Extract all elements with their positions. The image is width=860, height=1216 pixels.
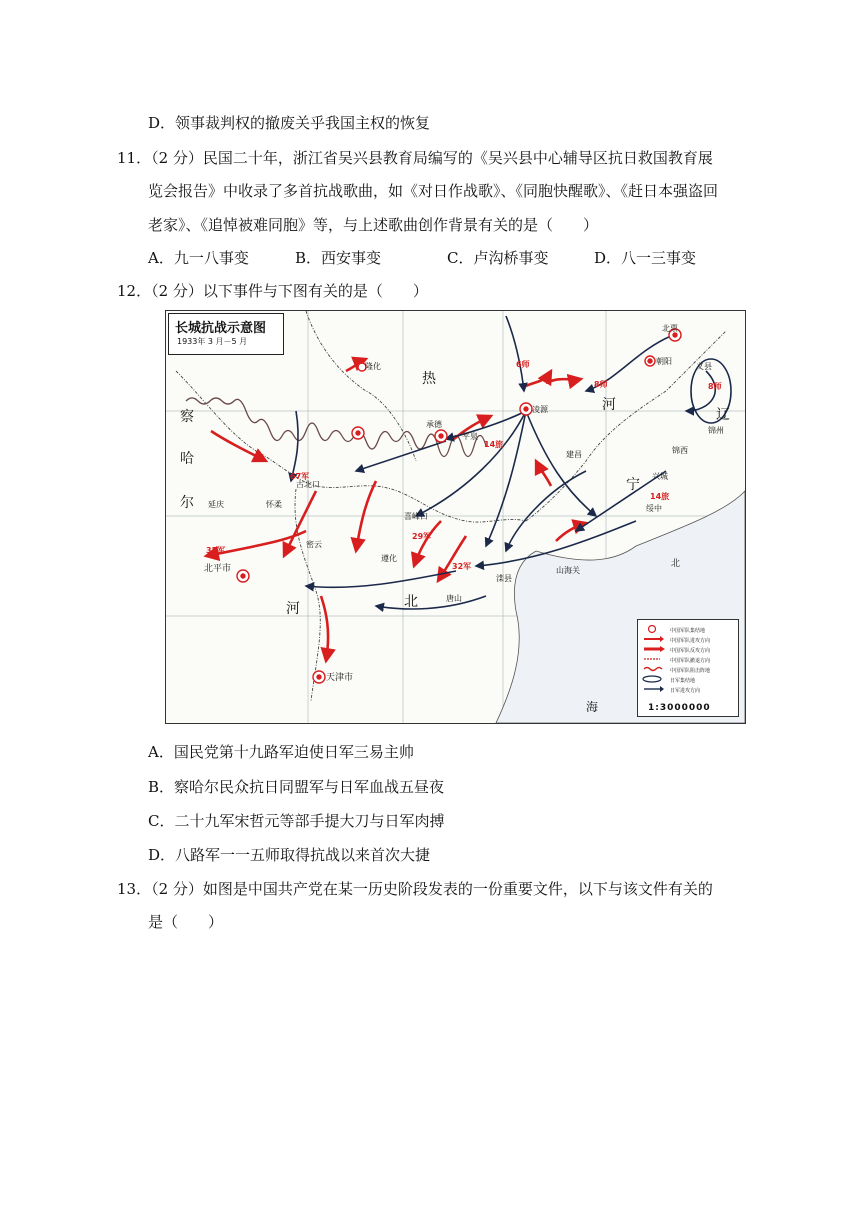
unit-label-1: 6师 <box>516 360 530 369</box>
map-label-beipiao: 北票 <box>662 324 678 333</box>
map-label-jinxi: 锦西 <box>672 446 688 455</box>
q11-option-d: D．八一三事变 <box>594 249 697 267</box>
map-label-er: 尔 <box>180 495 194 511</box>
legend-item-2: 中国军队进攻方向 <box>670 638 711 644</box>
map-label-longhua: 隆化 <box>365 362 381 371</box>
unit-label-8: 32军 <box>452 562 472 571</box>
unit-label-2: 8师 <box>594 380 608 389</box>
map-label-yixian: 义县 <box>696 362 712 371</box>
q13-stem-line2: 是（ ） <box>148 913 224 931</box>
map-label-rehe1: 热 <box>422 371 436 387</box>
map-label-miyun: 密云 <box>306 540 322 549</box>
unit-label-9: 29军 <box>412 532 432 541</box>
map-legend <box>637 619 739 717</box>
map-label-pingquan: 平泉 <box>462 432 478 441</box>
map-label-jianchang: 建昌 <box>566 450 582 459</box>
legend-item-6: 日军集结地 <box>670 678 696 684</box>
unit-label-3: 14旅 <box>484 440 504 449</box>
map-label-cha: 察 <box>180 409 194 425</box>
q11-option-c: C．卢沟桥事变 <box>447 249 549 267</box>
q13-stem-line1: 13．（2 分）如图是中国共产党在某一历史阶段发表的一份重要文件，以下与该文件有关的 <box>117 880 713 898</box>
map-label-huairou: 怀柔 <box>266 500 282 509</box>
map-label-xingcheng: 兴城 <box>652 472 668 481</box>
legend-item-7: 日军进攻方向 <box>670 688 701 694</box>
map-label-tangshan: 唐山 <box>446 594 462 603</box>
q12-option-c: C．二十九军宋哲元等部手提大刀与日军肉搏 <box>148 812 445 830</box>
map-label-ning: 宁 <box>626 477 640 493</box>
legend-item-4: 中国军队撤退方向 <box>670 658 711 664</box>
map-label-tianjin: 天津市 <box>326 673 354 683</box>
map-label-suizhong: 绥中 <box>646 504 662 513</box>
q11-stem-line3: 老家》、《追悼被难同胞》等，与上述歌曲创作背景有关的是（ ） <box>148 216 599 234</box>
q11-option-b: B．西安事变 <box>295 249 382 267</box>
map-label-rehe2: 河 <box>602 397 616 413</box>
map-label-liao: 辽 <box>716 407 730 423</box>
map-label-luanxian: 滦县 <box>496 574 512 583</box>
map-label-lingyuan: 凌源 <box>532 405 548 414</box>
q12-option-a: A．国民党第十九路军迫使日军三易主帅 <box>148 743 414 761</box>
great-wall-campaign-map <box>165 310 746 724</box>
q11-stem-line1: 11．（2 分）民国二十年，浙江省吴兴县教育局编写的《吴兴县中心辅导区抗日救国教育展 <box>117 149 713 167</box>
legend-item-1: 中国军队集结地 <box>670 628 706 634</box>
map-label-jinzhou: 锦州 <box>708 426 724 435</box>
map-label-beiping: 北平市 <box>204 564 232 574</box>
unit-label-7: 35军 <box>206 546 226 555</box>
unit-label-4: 8师 <box>708 382 722 391</box>
map-label-gubeikou: 古北口 <box>296 480 320 489</box>
q12-stem: 12．（2 分）以下事件与下图有关的是（ ） <box>117 282 428 300</box>
q12-option-d: D．八路军一一五师取得抗战以来首次大捷 <box>148 846 431 864</box>
map-label-bohai: 海 <box>586 700 599 714</box>
unit-label-6: 67军 <box>290 472 310 481</box>
map-date: 1933年 3 月－5 月 <box>177 337 248 346</box>
map-title: 长城抗战示意图 <box>175 321 267 336</box>
map-label-hebei2: 北 <box>404 594 418 610</box>
map-label-chaoyang: 朝阳 <box>656 357 672 366</box>
map-label-chengde: 承德 <box>426 420 442 429</box>
map-label-bohai-bei: 北 <box>671 559 681 569</box>
map-label-yanqing: 延庆 <box>208 500 224 509</box>
legend-item-3: 中国军队反攻方向 <box>670 648 711 654</box>
q11-stem-line2: 览会报告》中收录了多首抗战歌曲，如《对日作战歌》、《同胞快醒歌》、《赶日本强盗回 <box>148 182 719 200</box>
map-label-zunhua: 遵化 <box>381 554 397 563</box>
map-label-xifengkou: 喜峰口 <box>404 512 428 521</box>
map-scale: 1:3000000 <box>648 703 711 713</box>
map-title-box <box>168 313 284 355</box>
legend-item-5: 中国军队阻击阵地 <box>670 668 711 674</box>
map-label-shanhaiguan: 山海关 <box>556 566 580 575</box>
unit-label-5: 14旅 <box>650 492 670 501</box>
q12-option-b: B．察哈尔民众抗日同盟军与日军血战五昼夜 <box>148 778 445 796</box>
q11-option-a: A．九一八事变 <box>148 249 249 267</box>
map-label-hebei1: 河 <box>286 601 300 617</box>
map-label-ha: 哈 <box>180 451 194 467</box>
q10-option-d: D．领事裁判权的撤废关乎我国主权的恢复 <box>148 114 431 132</box>
